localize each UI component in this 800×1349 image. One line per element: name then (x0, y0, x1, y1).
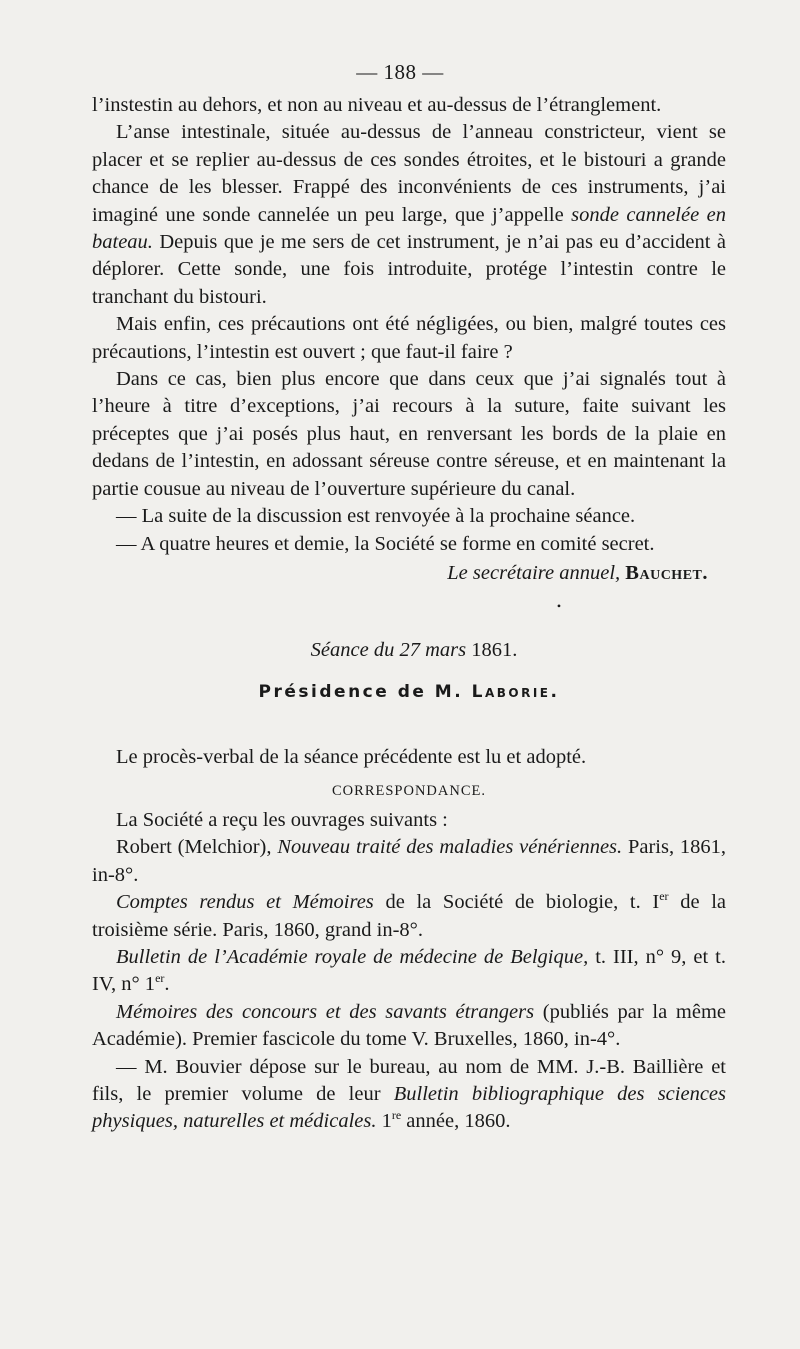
paragraph-continuation: l’instestin au dehors, et non au niveau et au-dessus de l’étranglement. (92, 94, 662, 116)
presidence-heading (92, 679, 726, 706)
italic-term: sonde cannelée en bateau. (92, 203, 726, 254)
text-span: 1 (376, 1110, 392, 1133)
work-title: Comptes rendus et Mémoires (116, 891, 374, 914)
paragraph-comite-secret: — A quatre heures et demie, la Société se forme en comité secret. (116, 532, 655, 555)
list-item-comptes-rendus (92, 889, 726, 944)
text-span: t. III, n° 9, et t. IV, n° 1 (92, 945, 726, 996)
text-span: (publiés par la même Académie). Premier fascicole du tome V. Bruxelles, 1860, in-4°. (92, 1000, 726, 1051)
signature (92, 560, 726, 587)
page-number: — 188 — (356, 60, 444, 84)
text-body (92, 92, 726, 1136)
text-span: L’anse intestinale, située au-dessus de l’anneau constricteur, vient se placer et se replier au-dessus de ces sondes étroites, et le bistouri a grande chance de les blesser. Frappé des inconvénients de ces instruments, j’ai imaginé une sonde cannelée un peu large, que j’appelle (92, 121, 726, 226)
list-item-bulletin-academie (92, 944, 726, 999)
list-item-bouvier (92, 1054, 726, 1136)
text-span: de la troisième série. Paris, 1860, grand in-8°. (92, 891, 726, 941)
correspondance-heading: CORRESPONDANCE. (332, 782, 486, 799)
list-item-robert (92, 834, 726, 889)
separator-bullet: • (556, 599, 562, 614)
seance-label: Séance du 27 mars (310, 639, 467, 662)
text-span: . (164, 973, 170, 996)
work-title: Mémoires des concours et des savants étrangers (116, 1000, 535, 1023)
text-span: — M. Bouvier dépose sur le bureau, au nom de MM. J.-B. Baillière et fils, le premier volume de leur (92, 1055, 726, 1105)
paragraph-suture: Dans ce cas, bien plus encore que dans ceux que j’ai signalés tout à l’heure à titre d’exceptions, j’ai recours à la suture, faite suivant les préceptes que j’ai posés plus haut, en renversant les bords de la plaie en dedans de l’intestin, en adossant séreuse contre séreuse, et en maintenant la partie cousue au niveau de l’ouverture supérieure du canal. (92, 368, 726, 500)
paragraph-ouvrages-intro: La Société a reçu les ouvrages suivants : (116, 808, 448, 831)
signature-name: Bauchet. (625, 561, 708, 584)
paragraph-proces-verbal: Le procès-verbal de la séance précédente est lu et adopté. (116, 746, 587, 769)
list-item-memoires-concours (92, 999, 726, 1054)
work-title: Bulletin bibliographique des sciences physiques, naturelles et médicales. (92, 1083, 726, 1133)
text-span: Robert (Melchior), (116, 836, 278, 859)
superscript: er (155, 971, 165, 986)
text-span: Depuis que je me sers de cet instrument, je n’ai pas eu d’accident à déplorer. Cette sonde, une fois introduite, protége l’intestin contre le tranchant du bistouri. (92, 231, 726, 308)
work-title: Bulletin de l’Académie royale de médecine de Belgique, (116, 945, 589, 968)
superscript: re (391, 1108, 402, 1123)
superscript: er (659, 889, 669, 904)
text-span: Paris, 1861, in-8°. (92, 836, 726, 886)
presidence-label: Présidence de M. (258, 681, 464, 702)
text-span: année, 1860. (401, 1110, 511, 1133)
signature-label: Le secrétaire annuel, (447, 561, 621, 584)
text-span: de la Société de biologie, t. I (373, 891, 660, 914)
paragraph-discussion: — La suite de la discussion est renvoyée à la prochaine séance. (116, 505, 636, 528)
seance-year: 1861. (471, 639, 518, 662)
work-title: Nouveau traité des maladies vénériennes. (277, 836, 623, 859)
paragraph-precautions: Mais enfin, ces précautions ont été négligées, ou bien, malgré toutes ces précautions, l’intestin est ouvert ; que faut-il faire ? (92, 313, 726, 363)
seance-heading (92, 637, 726, 664)
presidence-name: Laborie. (471, 681, 560, 702)
paragraph-anse-intestinale (92, 119, 726, 311)
